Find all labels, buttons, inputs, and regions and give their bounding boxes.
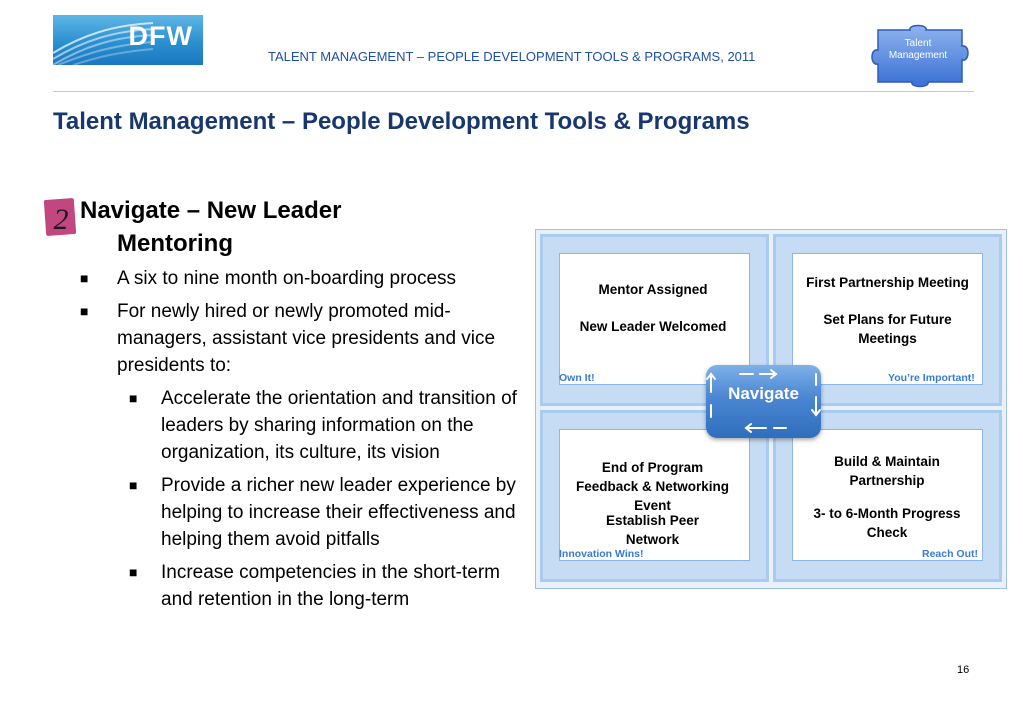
quadrant-4-tag: Reach Out! [922, 548, 979, 560]
bullet-text: A six to nine month on-boarding process [117, 268, 457, 289]
square-bullet-icon: ■ [129, 477, 138, 493]
section-number: 2 [53, 203, 69, 236]
sub-bullet-item [80, 385, 520, 466]
bullet-list [80, 265, 520, 619]
square-bullet-icon: ■ [129, 564, 138, 580]
quadrant-2-step-1: First Partnership Meeting [806, 275, 969, 290]
header-divider [53, 91, 974, 92]
section-heading-line-2: Mentoring [117, 230, 233, 257]
header-title: TALENT MANAGEMENT – PEOPLE DEVELOPMENT TOOLS & PROGRAMS, 2011 [268, 49, 756, 64]
square-bullet-icon: ■ [129, 390, 138, 406]
quadrant-2-step-2: Set Plans for Future Meetings [823, 312, 952, 346]
navigate-center-block [706, 365, 821, 438]
sub-bullet-text: Provide a richer new leader experience by helping to increase their effectiveness and helping them avoid pitfalls [161, 475, 516, 550]
sub-bullet-text: Accelerate the orientation and transition of leaders by sharing information on the organization, its culture, its vision [161, 388, 517, 463]
sub-bullet-item [80, 472, 520, 553]
badge-line-1: Talent [904, 38, 932, 49]
talent-management-puzzle-badge [866, 22, 976, 90]
page-number: 16 [957, 664, 970, 676]
puzzle-badge-text [866, 38, 970, 62]
square-bullet-icon: ■ [80, 303, 89, 319]
quadrant-3-step-2: Establish Peer Network [605, 513, 700, 547]
square-bullet-icon: ■ [80, 270, 89, 286]
bullet-item [80, 265, 520, 292]
dfw-logo [53, 15, 203, 65]
quadrant-4-step-2: 3- to 6-Month Progress Check [813, 506, 961, 540]
section-number-badge [43, 195, 79, 239]
quadrant-1-step-2: New Leader Welcomed [579, 319, 727, 334]
quadrant-3-step-1: End of Program Feedback & Networking Event [575, 460, 730, 513]
quadrant-4-step-1: Build & Maintain Partnership [834, 454, 940, 488]
quadrant-1-tag: Own It! [559, 372, 595, 384]
sub-bullet-item [80, 559, 520, 613]
bullet-item [80, 298, 520, 379]
badge-line-2: Management [888, 50, 948, 61]
quadrant-2-tag: You’re Important! [888, 372, 975, 384]
quadrant-1-step-1: Mentor Assigned [598, 282, 708, 297]
section-heading-line-1: Navigate – New Leader [80, 197, 342, 224]
sub-bullet-text: Increase competencies in the short-term and retention in the long-term [161, 562, 500, 610]
bullet-text: For newly hired or newly promoted mid-managers, assistant vice presidents and vice presidents to: [117, 301, 496, 376]
logo-text: DFW [128, 21, 193, 51]
navigate-label: Navigate [728, 384, 799, 403]
slide-title: Talent Management – People Development Tools & Programs [53, 108, 750, 135]
section-heading [80, 194, 410, 260]
quadrant-3-tag: Innovation Wins! [559, 548, 644, 560]
